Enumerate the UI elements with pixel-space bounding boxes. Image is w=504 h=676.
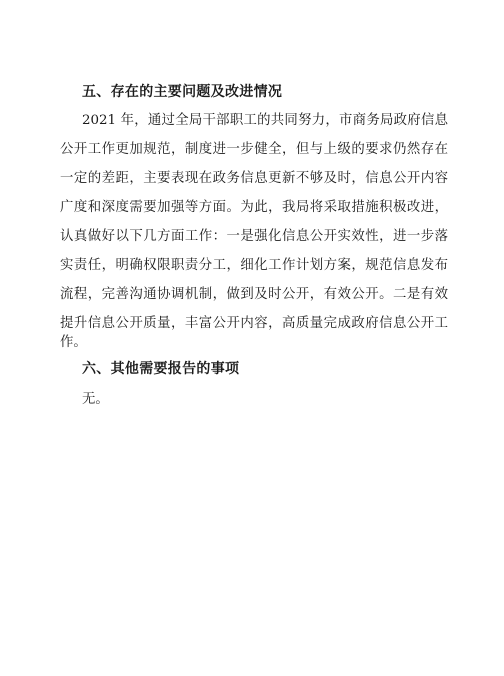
section-heading-problems: 五、存在的主要问题及改进情况 [82, 84, 283, 100]
section-content: 无。 [82, 392, 109, 407]
paragraph-line: 流程，完善沟通协调机制，做到及时公开，有效公开。二是有效 [60, 287, 448, 302]
paragraph-line: 一定的差距，主要表现在政务信息更新不够及时，信息公开内容 [60, 171, 448, 186]
paragraph-line: 作。 [60, 335, 87, 350]
section-heading-other-matters: 六、其他需要报告的事项 [82, 361, 240, 377]
paragraph-line: 实责任，明确权限职责分工，细化工作计划方案，规范信息发布 [60, 258, 448, 273]
paragraph-line: 公开工作更加规范，制度进一步健全，但与上级的要求仍然存在 [60, 142, 448, 157]
paragraph-line: 2021 年，通过全局干部职工的共同努力，市商务局政府信息 [82, 113, 448, 128]
paragraph-line: 提升信息公开质量，丰富公开内容，高质量完成政府信息公开工 [60, 316, 448, 331]
paragraph-line: 广度和深度需要加强等方面。为此，我局将采取措施积极改进， [60, 200, 448, 215]
paragraph-line: 认真做好以下几方面工作：一是强化信息公开实效性，进一步落 [60, 229, 448, 244]
